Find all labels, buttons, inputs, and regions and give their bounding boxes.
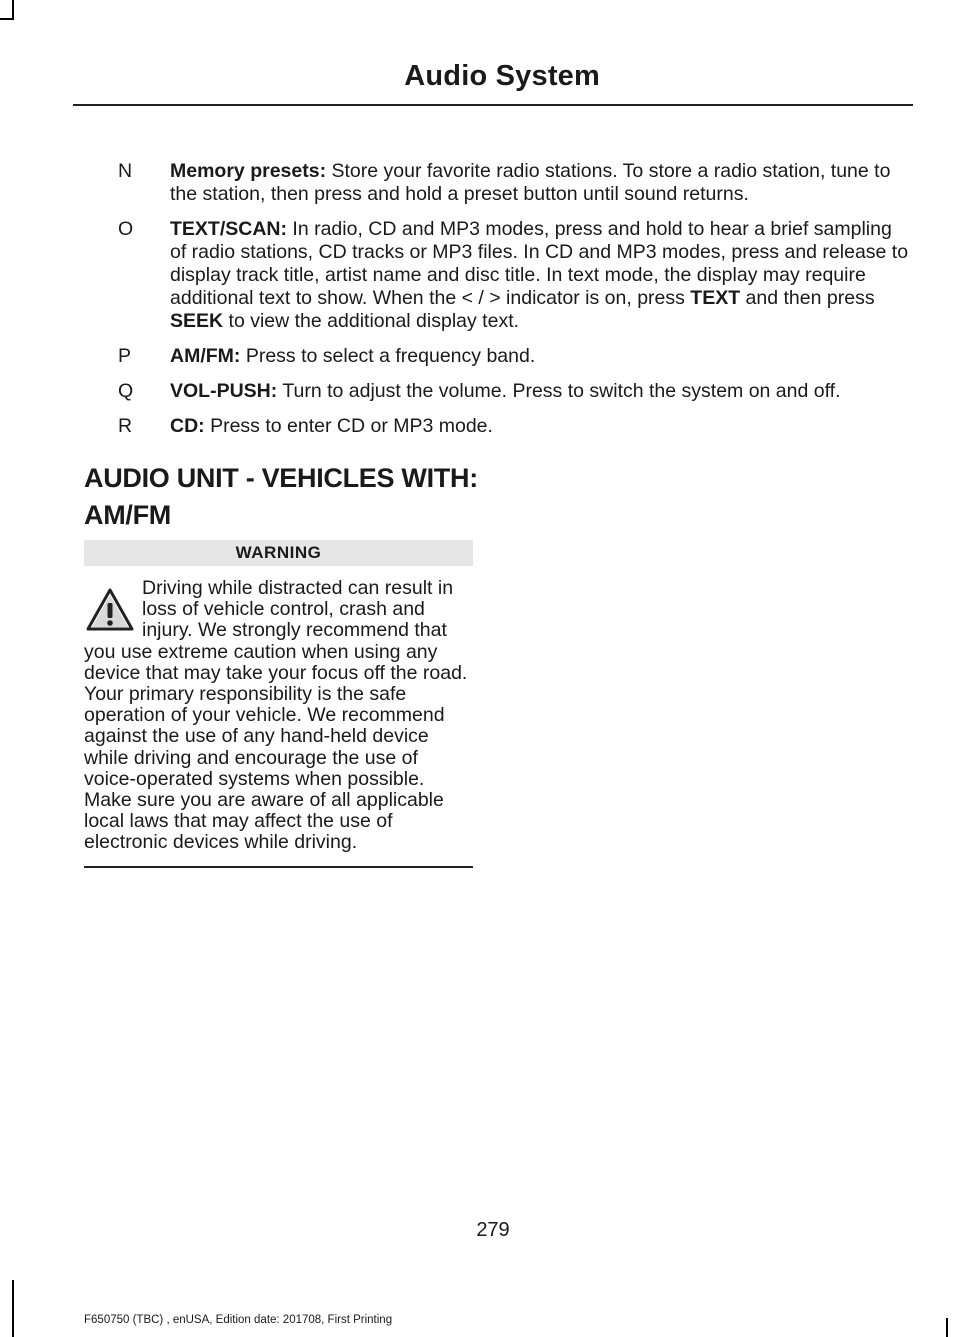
edition-footer: F650750 (TBC) , enUSA, Edition date: 201708, First Printing [84, 1314, 393, 1326]
item-term: AM/FM: [170, 345, 241, 367]
warning-triangle-icon [84, 584, 136, 636]
crop-mark-top-left-h [0, 18, 14, 20]
warning-box [84, 540, 473, 868]
page-number: 279 [476, 1219, 510, 1241]
section-heading-line1: AUDIO UNIT - VEHICLES WITH: [84, 463, 478, 493]
list-item [88, 380, 913, 403]
item-term-seek: SEEK [170, 310, 224, 332]
section-heading-line2: AM/FM [84, 500, 171, 530]
item-description: Press to enter CD or MP3 mode. [204, 415, 493, 437]
item-letter: Q [118, 380, 134, 402]
warning-text: Driving while distracted can result in loss of vehicle control, crash and injury. We strongly recommend that you use extreme caution when using any device that may take your focus off the road. Your primary responsibility is the safe operation of your vehicle. We recommend against the use of any hand-held device while driving and encourage the use of voice-operated systems when possible. Make sure you are aware of all applicable local laws that may affect the use of electronic devices while driving. [84, 577, 468, 854]
item-description-end: to view the additional display text. [223, 310, 520, 332]
crop-mark-bottom-left-v [12, 1280, 14, 1337]
list-item [88, 160, 913, 206]
item-description: Press to select a frequency band. [240, 345, 536, 367]
item-description: In radio, CD and MP3 modes, press and hold to hear a brief sampling of radio stations, CD tracks or MP3 files. In CD and MP3 modes, press and release to display track title, artist name and disc title. In text mode, the display may require additional text to show. When the < / > indicator is on, press [170, 218, 909, 309]
legend-list [88, 160, 913, 450]
list-item [88, 218, 913, 333]
item-description: Turn to adjust the volume. Press to switch the system on and off. [277, 380, 841, 402]
page-title: Audio System [404, 60, 600, 92]
item-term: Memory presets: [170, 160, 327, 182]
section-heading [84, 460, 478, 534]
item-term: VOL-PUSH: [170, 380, 278, 402]
item-letter: R [118, 415, 133, 437]
crop-mark-top-left-v [12, 0, 14, 20]
item-term: TEXT/SCAN: [170, 218, 287, 240]
item-description: Store your favorite radio stations. To store a radio station, tune to the station, then press and hold a preset button until sound returns. [170, 160, 891, 205]
warning-body [84, 566, 473, 854]
item-letter: N [118, 160, 133, 182]
list-item [88, 415, 913, 438]
item-letter: O [118, 218, 134, 240]
warning-rule [84, 866, 473, 868]
item-description-cont: and then press [740, 287, 875, 309]
item-letter: P [118, 345, 132, 367]
crop-mark-bottom-right-v [946, 1318, 948, 1337]
header-rule [73, 104, 913, 106]
item-term-text: TEXT [690, 287, 741, 309]
warning-label: WARNING [84, 540, 473, 566]
item-term: CD: [170, 415, 205, 437]
list-item [88, 345, 913, 368]
